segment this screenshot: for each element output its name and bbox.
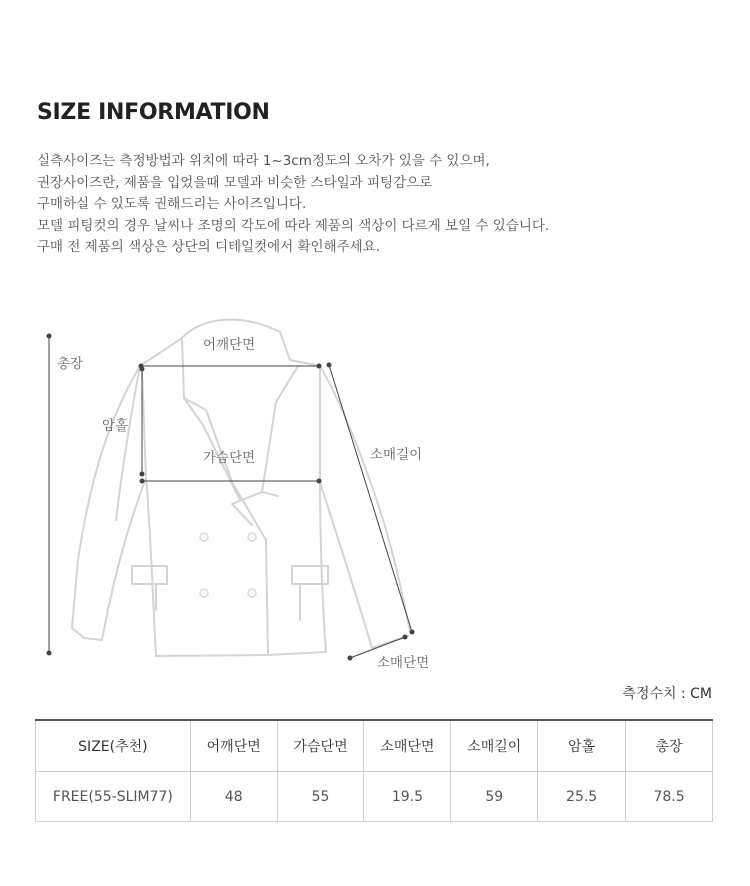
shoulder-label: 어깨단면: [203, 337, 256, 353]
sleeve-length-label: 소매길이: [370, 447, 423, 463]
column-header: 소매단면: [364, 720, 451, 772]
size-table: [35, 719, 713, 822]
measurement-diagram: [0, 300, 750, 680]
notice-line: 모델 피팅컷의 경우 날씨나 조명의 각도에 따라 제품의 색상이 다르게 보일 수 있습니다.: [37, 217, 550, 234]
notice-line: 실측사이즈는 측정방법과 위치에 따라 1~3cm정도의 오차가 있을 수 있으며,: [37, 153, 490, 169]
column-header: 가슴단면: [277, 720, 364, 772]
table-cell: 59: [451, 772, 538, 822]
sleeve-length-line: [329, 365, 412, 632]
armhole-label: 암홀: [102, 418, 129, 434]
table-cell: 25.5: [538, 772, 626, 822]
column-header: 암홀: [538, 720, 626, 772]
unit-note: 측정수치 : CM: [622, 686, 712, 702]
table-cell: FREE(55-SLIM77): [36, 772, 191, 822]
notice-line: 권장사이즈란, 제품을 입었을때 모델과 비슷한 스타일과 피팅감으로: [37, 174, 433, 191]
total-length-label: 총장: [57, 356, 84, 372]
page-title: SIZE INFORMATION: [37, 100, 270, 125]
table-header-row: [36, 720, 713, 772]
table-cell: 78.5: [626, 772, 713, 822]
table-cell: 19.5: [364, 772, 451, 822]
column-header: SIZE(추천): [36, 720, 191, 772]
sleeve-width-label: 소매단면: [377, 655, 430, 671]
column-header: 총장: [626, 720, 713, 772]
notice-line: 구매 전 제품의 색상은 상단의 디테일컷에서 확인해주세요.: [37, 239, 381, 255]
notice-line: 구매하실 수 있도록 권해드리는 사이즈입니다.: [37, 196, 307, 212]
table-row: [36, 772, 713, 822]
size-notice: [37, 151, 549, 259]
table-cell: 55: [277, 772, 364, 822]
table-cell: 48: [190, 772, 277, 822]
chest-label: 가슴단면: [203, 450, 256, 466]
jacket-illustration: [0, 300, 750, 680]
column-header: 어깨단면: [190, 720, 277, 772]
column-header: 소매길이: [451, 720, 538, 772]
